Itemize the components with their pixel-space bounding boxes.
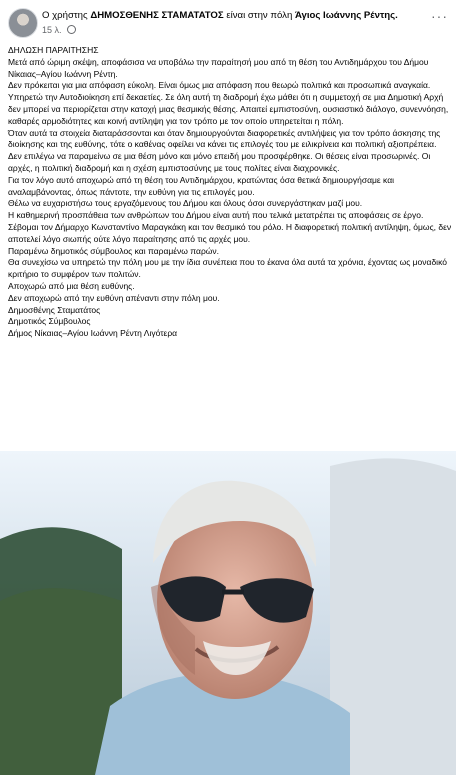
post-line: Δεν επιλέγω να παραμείνω σε μια θέση μόνο και μόνο επειδή μου προσφέρθηκε. Οι θέσεις είναι προσωρινές. Οι αρχές, η πολιτική διαδρομή και η σχέση εμπιστοσύνης με τους πολίτες είναι διαχρονικές. [8,151,431,173]
post-line: Δημοσθένης Σταματάτος [8,304,101,315]
post-line: Η καθημερινή προσπάθεια των ανθρώπων του Δήμου είναι αυτή που τελικά μετατρέπει τις αποφάσεις σε έργο. [8,210,424,221]
post-line: Παραμένω δημοτικός σύμβουλος και παραμένω παρών. [8,245,220,256]
location-text: είναι στην πόλη [226,10,293,21]
post-author-line [42,10,398,22]
author-prefix: Ο χρήστης [42,10,88,21]
post-line: Σέβομαι τον Δήμαρχο Κωνσταντίνο Μαραγκάκη και τον θεσμικό του ρόλο. Η διαφορετική πολιτική αντίληψη, όμως, δεν αποτελεί λόγο σιωπής ούτε λόγο παραίτησης από τις αρχές μου. [8,221,452,244]
globe-icon [67,25,76,34]
post-header [8,7,448,41]
author-name-link[interactable]: ΔΗΜΟΣΘΕΝΗΣ ΣΤΑΜΑΤΑΤΟΣ [90,10,224,21]
post-time-link[interactable]: 15 λ. [42,25,62,35]
post-line: Όταν αυτά τα στοιχεία διαταράσσονται και όταν δημιουργούνται διαφορετικές αντιλήψεις για τον τρόπο άσκησης της διοίκησης και της ευθύνης, τότε ο καθένας οφείλει να κάνει τις επιλογές του με ειλικρίνεια και πολιτική αξιοπρέπεια. [8,127,441,150]
post-line: Θέλω να ευχαριστήσω τους εργαζόμενους του Δήμου και όλους όσοι συνεργάστηκαν μαζί μου. [8,198,363,209]
location-link[interactable]: Άγιος Ιωάννης Ρέντης. [294,10,398,21]
post-final-line-with-less-link[interactable]: Δήμος Νίκαιας–Αγίου Ιωάννη Ρέντη Λιγότερα [8,328,178,339]
post-meta [42,25,76,36]
post-line: Δεν αποχωρώ από την ευθύνη απέναντι στην πόλη μου. [8,292,220,303]
post-line: Μετά από ώριμη σκέψη, αποφάσισα να υποβάλω την παραίτησή μου από τη θέση του Αντιδημάρχου του Δήμου Νίκαιας–Αγίου Ιωάννη Ρέντη. [8,56,429,79]
post-line: Δεν πρόκειται για μια απόφαση εύκολη. Είναι όμως μια απόφαση που θεωρώ πολιτικά και προσωπικά αναγκαία. [8,80,431,91]
post-line: Θα συνεχίσω να υπηρετώ την πόλη μου με την ίδια συνέπεια που το έκανα όλα αυτά τα χρόνια, έχοντας ως μοναδικό κριτήριο το συμφέρον των πολιτών. [8,257,447,280]
post-line: Υπηρετώ την Αυτοδιοίκηση επί δεκαετίες. Σε όλη αυτή τη διαδρομή έχω μάθει ότι η συμμετοχή σε μια Δημοτική Αρχή δεν μπορεί να περιορίζεται στην κατοχή μιας θεσμικής θέσης. Απαιτεί εμπιστοσύνη, ουσιαστικό διάλογο, συνεννόηση, καθαρές αρμοδιότητες και κοινή αντίληψη για τον τρόπο με τον οποίο υπηρετείται η πόλη. [8,92,449,126]
post-line: Δημοτικός Σύμβουλος [8,316,91,327]
post-line: ΔΗΛΩΣΗ ΠΑΡΑΙΤΗΣΗΣ [8,45,99,55]
post-text [8,45,452,340]
author-avatar[interactable] [8,8,38,38]
post-photo[interactable] [0,451,456,775]
post-line: Για τον λόγο αυτό αποχωρώ από τη θέση του Αντιδημάρχου, κρατώντας όσα θετικά δημιουργήσαμε και αναλαμβάνοντας, όπως πάντοτε, την ευθύνη για τις επιλογές μου. [8,174,394,197]
post-line: Αποχωρώ από μια θέση ευθύνης. [8,280,135,291]
more-options-icon[interactable]: ··· [431,8,448,24]
photo-portrait-graphic [0,451,456,775]
